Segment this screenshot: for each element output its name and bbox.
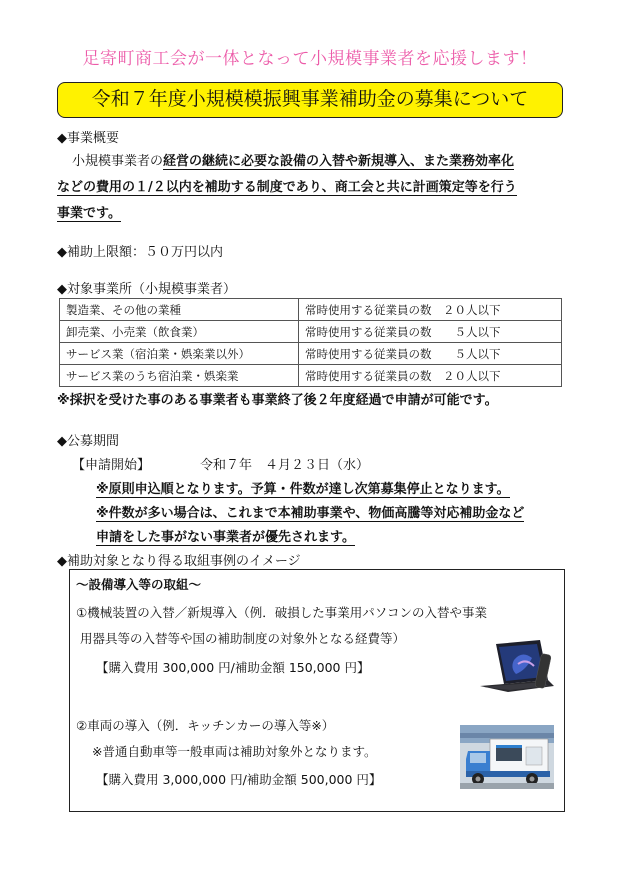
overview-line1 xyxy=(72,149,514,174)
period-note1 xyxy=(96,477,510,502)
period-start-label: 【申請開始】 xyxy=(72,458,151,473)
criteria-cell: 常時使用する従業員の数 ５人以下 xyxy=(299,343,562,365)
kitchen-car-image xyxy=(460,725,554,789)
period-start-date: 令和７年 ４月２３日（水） xyxy=(200,458,370,473)
table-row xyxy=(60,299,562,321)
target-table xyxy=(59,298,562,387)
limit-text: ◆補助上限額：５０万円以内 xyxy=(57,245,223,260)
example2-cost: 【購入費用 3,000,000 円/補助金額 500,000 円】 xyxy=(96,772,382,787)
examples-heading: ◆補助対象となり得る取組事例のイメージ xyxy=(57,554,301,569)
examples-box-title: ～設備導入等の取組～ xyxy=(76,577,202,592)
table-row xyxy=(60,365,562,387)
criteria-cell: 常時使用する従業員の数 ２０人以下 xyxy=(299,365,562,387)
period-heading: ◆公募期間 xyxy=(57,434,119,449)
overview-line2-bold: などの費用の１/２以内を補助する制度であり、商工会と共に計画策定等を行う xyxy=(57,180,517,195)
criteria-cell: 常時使用する従業員の数 ５人以下 xyxy=(299,321,562,343)
period-note2-text1: ※件数が多い場合は、これまで本補助事業や、物価高騰等対応補助金など xyxy=(96,506,525,521)
period-note2-line1 xyxy=(96,501,524,526)
banner-text: 足寄町商工会が一体となって小規模事業者を応援します！ xyxy=(82,49,538,69)
target-heading: ◆対象事業所（小規模事業者） xyxy=(57,282,236,297)
table-row xyxy=(60,343,562,365)
criteria-cell: 常時使用する従業員の数 ２０人以下 xyxy=(299,299,562,321)
overview-line1-plain: 小規模事業者の xyxy=(72,154,164,169)
table-row xyxy=(60,321,562,343)
page-title: 令和７年度小規模模振興事業補助金の募集について xyxy=(57,82,563,118)
overview-line2 xyxy=(57,175,517,200)
overview-line3-bold: 事業です。 xyxy=(57,206,121,221)
example1-line2: 用器具等の入替等や国の補助制度の対象外となる経費等） xyxy=(80,631,406,646)
period-note2-line2 xyxy=(96,525,355,550)
target-note: ※採択を受けた事のある事業者も事業終了後２年度経過で申請が可能です。 xyxy=(57,393,498,408)
example2-note: ※普通自動車等一般車両は補助対象外となります。 xyxy=(92,744,377,759)
example1-line1: ①機械装置の入替／新規導入（例．破損した事業用パソコンの入替や事業 xyxy=(76,605,487,620)
industry-cell: 卸売業、小売業（飲食業） xyxy=(60,321,299,343)
example2-line1: ②車両の導入（例．キッチンカーの導入等※） xyxy=(76,718,335,733)
overview-line1-bold: 経営の継続に必要な設備の入替や新規導入、また業務効率化 xyxy=(163,154,515,169)
period-note1-text: ※原則申込順となります。予算・件数が達し次第募集停止となります。 xyxy=(96,482,510,497)
example1-cost: 【購入費用 300,000 円/補助金額 150,000 円】 xyxy=(96,660,370,675)
period-note2-text2: 申請をした事がない事業者が優先されます。 xyxy=(96,530,355,545)
industry-cell: サービス業のうち宿泊業・娯楽業 xyxy=(60,365,299,387)
overview-line3 xyxy=(57,201,121,226)
industry-cell: 製造業、その他の業種 xyxy=(60,299,299,321)
industry-cell: サービス業（宿泊業・娯楽業以外） xyxy=(60,343,299,365)
laptop-image xyxy=(474,640,558,698)
overview-heading: ◆事業概要 xyxy=(57,131,119,146)
